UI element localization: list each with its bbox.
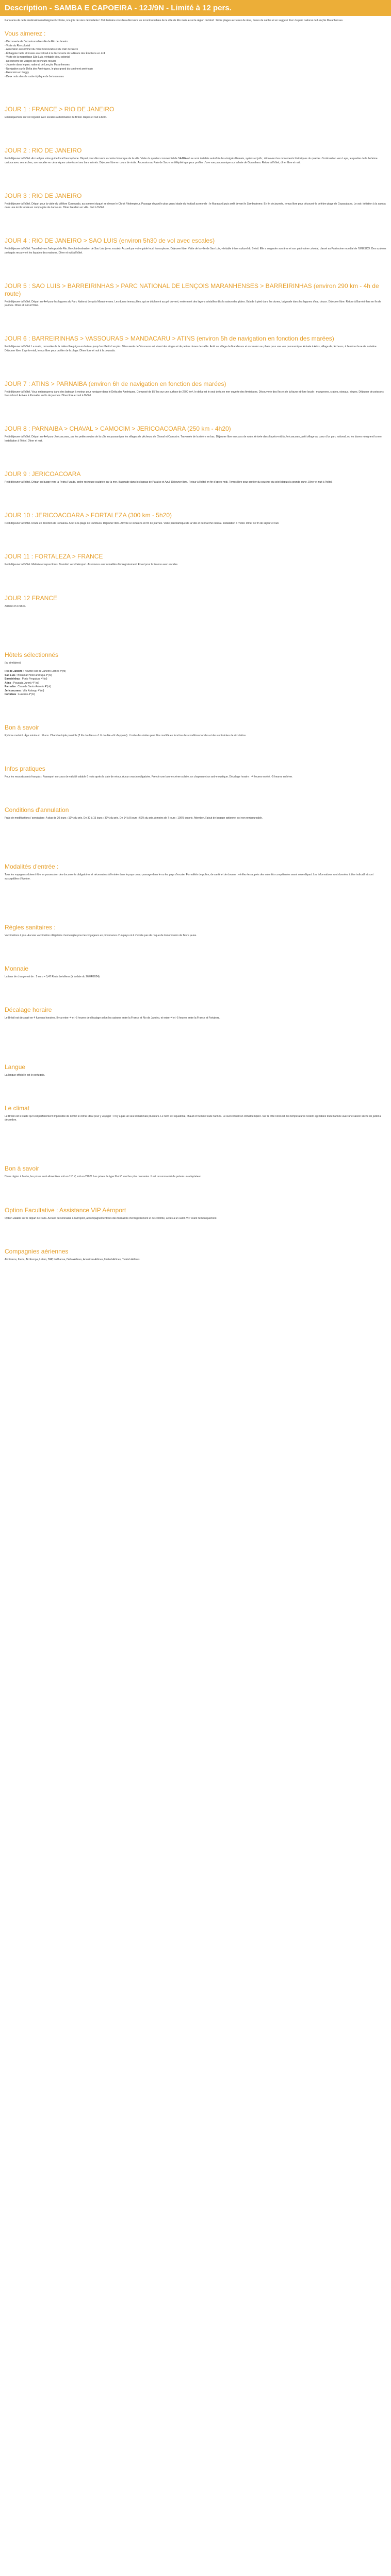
section-text: La langue officielle est le portugais.: [5, 1073, 45, 1077]
hotel-city: Parnaiba: [5, 685, 16, 688]
section-heading: Décalage horaire: [5, 1006, 52, 1014]
section-heading: Monnaie: [5, 965, 29, 972]
hotel-name: Porto Preguiças 4*(nl): [22, 677, 47, 681]
hotel-city: Atins: [5, 681, 11, 685]
hotel-name: Novotel Rio de Janeiro Lemes 4*(nl): [24, 670, 66, 673]
day-9-heading: JOUR 9 : JERICOACOARA: [5, 470, 81, 478]
day-8-heading: JOUR 8 : PARNAIBA > CHAVAL > CAMOCIM > JERICOACOARA (250 km - 4h20): [5, 425, 231, 433]
list-item: - Visite du Rio colonial: [5, 44, 30, 47]
list-item: Atins : Pousada Jurerá 4* (nl): [5, 681, 39, 685]
list-item: - Visite de la magnifique São Luis, véritable bijou colonial: [5, 56, 70, 59]
day-10-heading: JOUR 10 : JERICOACOARA > FORTALEZA (300 km - 5h20): [5, 512, 172, 519]
list-item: Parnaiba : Casa de Santo Antonio 4*(nl): [5, 685, 51, 688]
hotel-name: Brisamar Hotel and Spa 4*(nl): [18, 673, 52, 677]
hotels-heading: Hôtels sélectionnés: [5, 651, 59, 658]
list-item: Sao Luis : Brisamar Hotel and Spa 4*(nl): [5, 673, 52, 677]
day-12-text: Arrivée en France.: [5, 604, 26, 608]
hotel-city: Rio de Janeiro: [5, 670, 23, 673]
section-text: Le Brésil est si vaste qu'il est parfaitement impossible de définir le climat idéal pour y voyager : il n'y a pas un seul climat mais plusieurs. Le nord est équatorial, chaud et humide toute l'année. Le sud connaît un climat tempéré. Sur la côte nord-est, les températures restent agréables toute l'année avec une saison sèche de juillet à décembre.: [5, 1114, 381, 1122]
day-7-heading: JOUR 7 : ATINS > PARNAIBA (environ 6h de navigation en fonction des marées): [5, 380, 226, 387]
hotel-name: Vila Kalango 4*(nl): [23, 689, 44, 692]
list-item: Fortaleza : Luzeiros 4*(nl): [5, 693, 35, 696]
list-item: Rio de Janeiro : Novotel Rio de Janeiro Lemes 4*(nl): [5, 670, 66, 673]
day-3-text: Petit déjeuner à l'hôtel. Départ pour la visite du célèbre Corcovado, au sommet duquel se dresse le Christ Rédempteur. Passage devant le plus grand stade du football au monde : le Maracanã puis arrêt devant le Sambodromo. En fin de journée, temps libre pour découvrir la célèbre plage de Copacabana. Le soir, initiation à la samba dans une école locale en compagnie de danseurs. Dîner brésilien en ville. Nuit à l'hôtel.: [5, 202, 386, 209]
section-text: Frais de modifications / annulation : A plus de 30 jours : 10% du prix. De 30 à 15 jours : 30% du prix. De 14 à 8 jours : 60% du prix. A moins de 7 jours : 100% du prix. Attention, l'ajout de bagage optionnel est non remboursable.: [5, 817, 263, 820]
hotel-city: Fortaleza: [5, 693, 16, 696]
page-title: Description - SAMBA E CAPOEIRA - 12J/9N - Limité à 12 pers.: [0, 0, 391, 16]
list-item: - Navigation sur le Delta des Amériques, le plus grand du continent américain: [5, 67, 93, 71]
section-heading: Compagnies aériennes: [5, 1247, 69, 1255]
hotel-city: Jericoacoara: [5, 689, 21, 692]
list-item: Barreirinhas : Porto Preguiças 4*(nl): [5, 677, 47, 681]
section-text: Tous les voyageurs doivent être en possession des documents obligatoires et nécessaires à l'entrée dans le pays ou au passage dans le ou les pays d'escale. Formalités de police, de santé et de douane : vérifiez-les auprès des autorités compétentes avant votre départ. Les informations sont données à titre indicatif et sont susceptibles d'évoluer.: [5, 873, 373, 880]
section-text: Le Brésil est découpé en 4 fuseaux horaires. Il y a entre -4 et -5 heures de décalage selon les saisons entre la France et Rio de Janeiro, et entre -4 et -5 heures entre la France et Fortaleza.: [5, 1016, 220, 1020]
day-10-text: Petit déjeuner à l'hôtel. Route en direction de Fortaleza. Arrêt à la plage de Cumbuco. Déjeuner libre. Arrivée à Fortaleza en fin de journée. Visite panoramique de la ville et du marché central. Installation à l'hôtel. Dîner de fin de séjour et nuit.: [5, 522, 280, 525]
hotel-city: Sao Luis: [5, 673, 15, 677]
highlights-list: [5, 40, 386, 79]
day-1-heading: JOUR 1 : FRANCE > RIO DE JANEIRO: [5, 106, 115, 113]
section-heading: Le climat: [5, 1104, 30, 1112]
hotel-name: Casa de Santo Antonio 4*(nl): [18, 685, 51, 688]
day-2-text: Petit déjeuner à l'hôtel. Accueil par votre guide local francophone. Départ pour découvrir le centre historique de la ville. Visite du quartier commercial de SAARA où se sont installés autrefois des émigrés libanais, syriens et juifs ; découvrez les monuments historiques du quartier. Continuation vers Lapa, le quartier de la bohème carioca avec ses arches, son escalier en céramiques colorées et ses bars animés. Déjeuner libre en cours de visite. Ascension au Pain de Sucre en téléphérique pour profiter d'une vue panoramique sur la baie de Guanabara. Retour à l'hôtel, dîner libre et nuit.: [5, 157, 378, 164]
list-item: - Découverte de villages de pêcheurs reculés: [5, 59, 57, 63]
day-2-heading: JOUR 2 : RIO DE JANEIRO: [5, 147, 82, 155]
highlights-heading: Vous aimerez :: [5, 30, 46, 37]
day-4-text: Petit déjeuner à l'hôtel. Transfert vers l'aéroport de Rio. Envol à destination de Sao Luis (avec escale). Accueil par votre guide local francophone. Déjeuner libre. Visite de la ville de Sao Luis, véritable trésor culturel du Brésil. Elle a su garder son âme et son patrimoine colonial, classé au Patrimoine mondial de l'UNESCO. Des azulejos portugais recouvrent les façades des maisons. Dîner et nuit à l'hôtel.: [5, 247, 386, 255]
day-3-heading: JOUR 3 : RIO DE JANEIRO: [5, 192, 82, 199]
day-6-heading: JOUR 6 : BARREIRINHAS > VASSOURAS > MANDACARU > ATINS (environ 5h de navigation en fonction des marées): [5, 335, 334, 343]
section-heading: Règles sanitaires :: [5, 923, 56, 931]
section-heading: Conditions d'annulation: [5, 806, 69, 814]
day-7-text: Petit déjeuner à l'hôtel. Vous embarquerez dans des bateaux à moteur pour naviguer dans le Delta des Amériques. Composé de 85 îles sur une surface de 2700 km², le delta est le seul delta en mer ouverte des Amériques. Découverte des îles et de la faune et flore locale : mangroves, crabes, oiseaux, singes. Déjeuner de poissons frais à bord. Arrivée à Parnaiba en fin de journée. Dîner libre et nuit à l'hôtel.: [5, 390, 384, 397]
hotel-name: Luzeiros 4*(nl): [18, 693, 35, 696]
list-item: - Échappée belle et hissée en cocktail à la découverte de la Route des Émotions en 4x4: [5, 52, 105, 55]
content: [0, 19, 391, 1274]
list-item: - Découverte de l'incontournable ville de Rio de Janeiro: [5, 40, 68, 43]
header: [0, 0, 391, 16]
day-4-heading: JOUR 4 : RIO DE JANEIRO > SAO LUIS (environ 5h30 de vol avec escales): [5, 237, 215, 245]
day-9-text: Petit déjeuner à l'hôtel. Départ en buggy vers la Pedra Furada, arche rocheuse sculptée par la mer. Baignade dans les lagoas de Paraíso et Azul. Déjeuner libre. Retour à l'hôtel en fin d'après-midi. Temps libre pour profiter du coucher du soleil depuis la grande dune. Dîner et nuit à l'hôtel.: [5, 480, 333, 484]
list-item: - Ascension au sommet du mont Corcovado et du Pain de Sucre: [5, 48, 78, 51]
day-5-text: Petit déjeuner à l'hôtel. Départ en 4x4 pour les lagunes du Parc National Lençóis Maranhenses. Les dunes immaculées, qui se déplacent au gré du vent, renferment des lagons cristallins dès la saison des pluies. Balade à pied dans les dunes, baignade dans les lagunes d'eau douce. Déjeuner libre. Retour à Barreirinhas en fin de journée. Dîner et nuit à l'hôtel.: [5, 300, 381, 307]
day-8-text: Petit déjeuner à l'hôtel. Départ en 4x4 pour Jericoacoara, par les petites routes de la côte en passant par les villages de pêcheurs de Chaval et Camocim. Traversée de la rivière en bac. Déjeuner libre en cours de route. Arrivée dans l'après-midi à Jericoacoara, petit village au cœur d'un parc national, ou les dunes rejoignent la mer. Installation à l'hôtel. Dîner et nuit.: [5, 435, 383, 443]
section-heading: Langue: [5, 1063, 26, 1071]
section-heading: Modalités d'entrée :: [5, 863, 59, 871]
section-text: Air France, Iberia, Air Europa, Latam, TAP, Lufthansa, Delta Airlines, American Airlines, United Airlines, Turkish Airlines.: [5, 1258, 140, 1261]
section-heading: Infos pratiques: [5, 765, 45, 772]
section-text: D'une région à l'autre, les prises sont alimentées soit en 110 V, soit en 220 V. Les prises de type N et C sont les plus courantes. Il est recommandé de prévoir un adaptateur.: [5, 1175, 202, 1179]
section-text: La taux de change est de : 1 euro = 5,47 Reais brésiliens (à la date du 26/04/2024).: [5, 975, 101, 978]
hotels-intro: (ou similaires): [5, 661, 21, 665]
section-heading: Bon à savoir: [5, 723, 39, 731]
intro-text: Panorama de cette destination multiségment colorée, à la joie de vivre débordante ! Cet itinéraire vous fera découvrir les incontournables de la ville de Rio mais aussi la région du Nord : Entre plages aux eaux de rêve, dunes de sables et en suggéré Parc du parc national de Lençóis Maranhenses.: [5, 19, 344, 22]
hotels-list: [5, 670, 386, 697]
section-text: Option valable sur le départ de Paris. Accueil personnalisé à l'aéroport, accompagnement lors des formalités d'enregistrement et de contrôle, accès à un salon VIP avant l'embarquement.: [5, 1216, 217, 1220]
list-item: - Journée dans le parc national de Lençóis Maranhenses: [5, 63, 70, 66]
list-item: - Deux nuits dans le cadre idyllique de Jericoacoara: [5, 75, 64, 78]
day-5-heading: JOUR 5 : SAO LUIS > BARREIRINHAS > PARC NATIONAL DE LENÇOIS MARANHENSES > BARREIRINHAS (environ 290 km - 4h de route): [5, 282, 379, 297]
day-1-text: Embarquement sur vol régulier avec escales à destination du Brésil. Repas et nuit à bord.: [5, 116, 107, 119]
day-11-text: Petit déjeuner à l'hôtel. Matinée et repas libres. Transfert vers l'aéroport. Assistance aux formalités d'enregistrement. Envol pour la France avec escales.: [5, 563, 178, 567]
section-text: Rythme modéré. Âge minimum : 8 ans. Chambre triple possible (2 lits doubles ou 1 lit double + lit d'appoint). L'ordre des visites peut être modifié en fonction des conditions locales et des contraintes de circulation.: [5, 734, 247, 737]
day-12-heading: JOUR 12 FRANCE: [5, 594, 58, 602]
day-11-heading: JOUR 11 : FORTALEZA > FRANCE: [5, 553, 103, 561]
section-heading: Bon à savoir: [5, 1165, 39, 1173]
list-item: Jericoacoara : Vila Kalango 4*(nl): [5, 689, 44, 692]
day-6-text: Petit déjeuner à l'hôtel. Le matin, remontée de la rivière Preguiças en bateau jusqu'aux Petits Lençóis. Découverte de Vassouras où vivent des singes et de petites dunes de sable. Arrêt au village de Mandacaru et ascension au phare pour une vue panoramique. Arrivée à Atins, village de pêcheurs, à l'embouchure de la rivière. Déjeuner libre. L'après-midi, temps libre pour profiter de la plage. Dîner libre et nuit à la pousada.: [5, 345, 378, 352]
hotel-city: Barreirinhas: [5, 677, 20, 681]
hotel-name: Pousada Jurerá 4* (nl): [13, 681, 39, 685]
list-item: - Excursion en buggy: [5, 71, 29, 74]
section-text: Vaccinations à jour. Aucune vaccination obligatoire n'est exigée pour les voyageurs en provenance d'un pays où il n'existe pas de risque de transmission de fièvre jaune.: [5, 934, 197, 937]
section-heading: Option Facultative : Assistance VIP Aéroport: [5, 1206, 126, 1214]
section-text: Pour les ressortissants français : Passeport en cours de validité valable 6 mois après la date de retour. Aucun vaccin obligatoire. Prévoir une bonne crème solaire, un chapeau et un anti-moustique. Décalage horaire : -4 heures en été, -5 heures en hiver.: [5, 775, 293, 778]
